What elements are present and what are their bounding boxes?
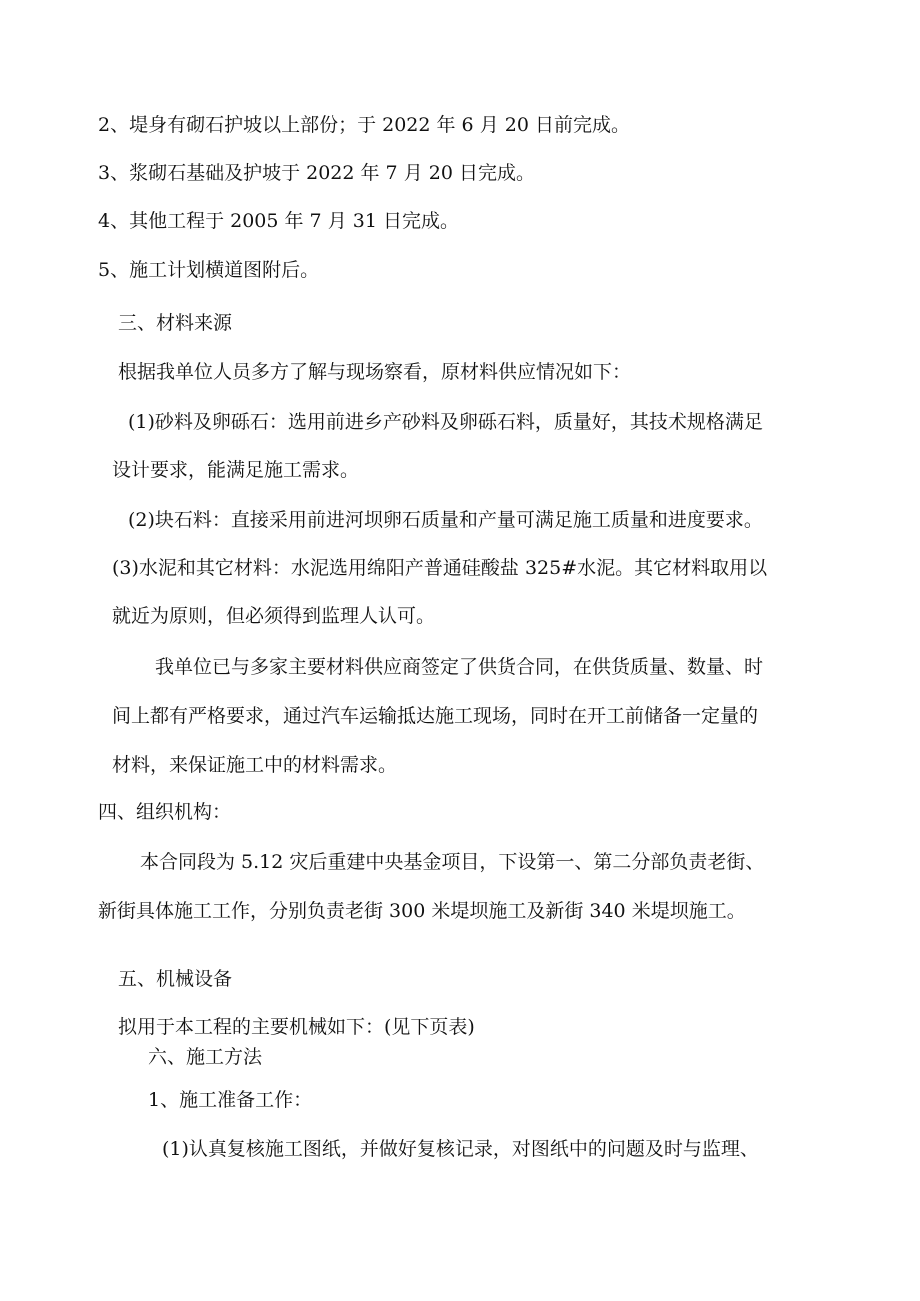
- section-heading-materials: 三、材料来源: [118, 312, 233, 334]
- organization-paragraph-line-2: 新街具体施工工作，分别负责老街 300 米堤坝施工及新街 340 米堤坝施工。: [98, 900, 746, 922]
- schedule-item-4: 4、其他工程于 2005 年 7 月 31 日完成。: [98, 210, 459, 232]
- supplier-paragraph-line-2: 间上都有严格要求，通过汽车运输抵达施工现场，同时在开工前储备一定量的: [112, 705, 759, 727]
- material-item-2: (2)块石料：直接采用前进河坝卵石质量和产量可满足施工质量和进度要求。: [128, 509, 763, 531]
- equipment-intro: 拟用于本工程的主要机械如下：(见下页表): [118, 1016, 475, 1038]
- preparation-item-1: (1)认真复核施工图纸，并做好复核记录，对图纸中的问题及时与监理、: [162, 1138, 759, 1160]
- organization-paragraph-line-1: 本合同段为 5.12 灾后重建中央基金项目，下设第一、第二分部负责老街、: [140, 851, 765, 873]
- section-heading-equipment: 五、机械设备: [118, 968, 233, 990]
- materials-intro: 根据我单位人员多方了解与现场察看，原材料供应情况如下：: [118, 361, 632, 383]
- subsection-heading-preparation: 1、施工准备工作：: [148, 1089, 313, 1111]
- supplier-paragraph-line-1: 我单位已与多家主要材料供应商签定了供货合同，在供货质量、数量、时: [155, 656, 764, 678]
- material-item-1-cont: 设计要求，能满足施工需求。: [112, 459, 360, 481]
- schedule-item-3: 3、浆砌石基础及护坡于 2022 年 7 月 20 日完成。: [98, 162, 535, 184]
- schedule-item-2: 2、堤身有砌石护坡以上部份；于 2022 年 6 月 20 日前完成。: [98, 114, 630, 136]
- material-item-1: (1)砂料及卵砾石：选用前进乡产砂料及卵砾石料，质量好，其技术规格满足: [128, 411, 763, 433]
- section-heading-organization: 四、组织机构：: [98, 801, 232, 823]
- section-heading-methods: 六、施工方法: [148, 1046, 263, 1068]
- material-item-3-cont: 就近为原则，但必须得到监理人认可。: [112, 605, 436, 627]
- material-item-3: (3)水泥和其它材料：水泥选用绵阳产普通硅酸盐 325#水泥。其它材料取用以: [112, 557, 768, 579]
- schedule-item-5: 5、施工计划横道图附后。: [98, 259, 320, 281]
- supplier-paragraph-line-3: 材料，来保证施工中的材料需求。: [112, 754, 398, 776]
